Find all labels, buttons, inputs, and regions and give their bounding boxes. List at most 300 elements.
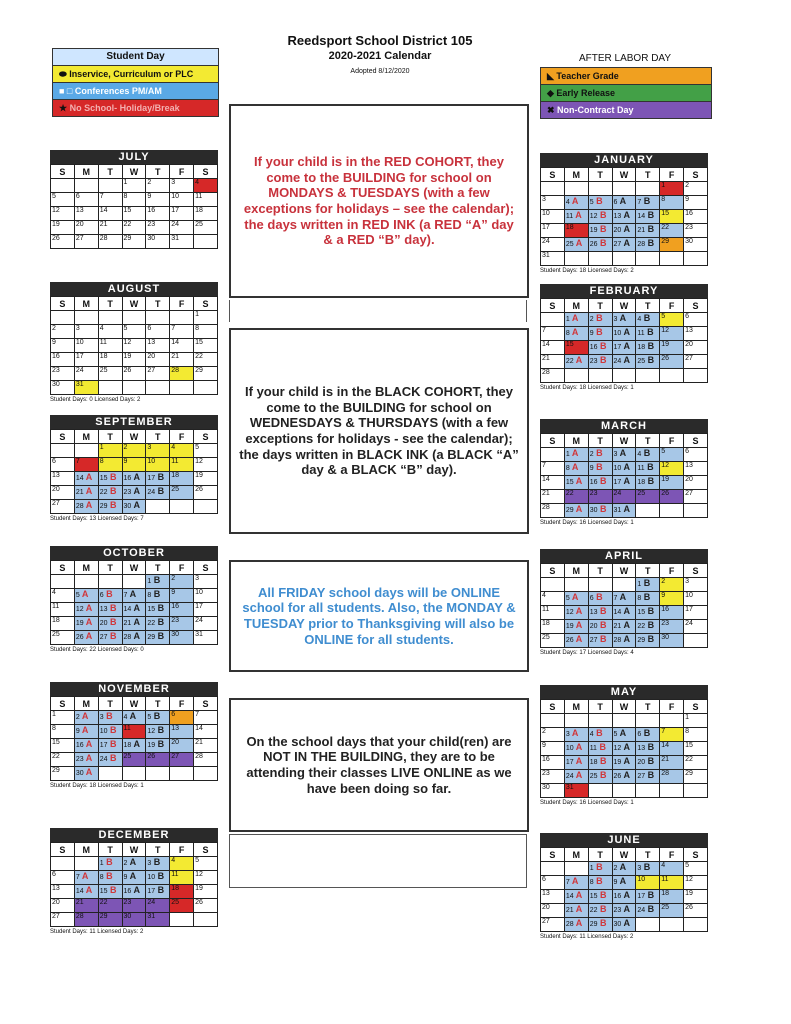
day-cell — [74, 857, 98, 871]
weekday-header: F — [660, 434, 684, 448]
day-cell: 20 B — [636, 756, 660, 770]
cohort-mark: B — [593, 876, 603, 886]
week-row — [541, 634, 708, 648]
week-row — [541, 313, 708, 327]
day-cell: 15 B — [588, 890, 612, 904]
cohort-mark: A — [621, 355, 630, 365]
weekday-header: T — [146, 430, 170, 444]
day-cell: 29 — [122, 235, 146, 249]
day-cell: 18 A — [122, 739, 146, 753]
day-cell: 30 B — [588, 504, 612, 518]
day-cell: 22 — [194, 353, 218, 367]
day-cell: 20 A — [612, 224, 636, 238]
day-cell: 14 A — [122, 603, 146, 617]
cohort-mark: A — [621, 238, 630, 248]
day-cell: 28 — [541, 504, 565, 518]
weekday-header: M — [74, 843, 98, 857]
weekday-header: S — [194, 430, 218, 444]
cohort-mark: B — [107, 617, 117, 627]
day-cell: 23 A — [612, 904, 636, 918]
day-cell: 13 — [170, 725, 194, 739]
day-cell: 26 — [194, 899, 218, 913]
friday-online-box: All FRIDAY school days will be ONLINE school for all students. Also, the MONDAY & TUESDAY prior to Thanksgiving will also be ONLINE for all students. — [229, 560, 529, 672]
weekday-header: T — [636, 564, 660, 578]
day-cell: 21 A — [612, 620, 636, 634]
day-cell: 3 — [74, 325, 98, 339]
day-cell: 16 A — [122, 472, 146, 486]
day-cell: 4 B — [636, 313, 660, 327]
day-cell: 19 — [660, 476, 684, 490]
cohort-mark: B — [645, 890, 655, 900]
cohort-mark: B — [645, 476, 655, 486]
red-cohort-box: If your child is in the RED COHORT, they come to the BUILDING for school on MONDAYS & TUESDAYS (with a few exceptions for holidays – see the calendar); the days written in RED INK (a RED “A” day & a RED “B” day). — [229, 104, 529, 298]
day-cell: 13 — [684, 327, 708, 341]
cohort-mark: A — [79, 711, 89, 721]
weekday-header: T — [636, 700, 660, 714]
month-name: FEBRUARY — [540, 284, 708, 298]
day-cell: 10 A — [612, 462, 636, 476]
week-row — [51, 575, 218, 589]
cohort-mark: B — [644, 327, 654, 337]
day-cell: 14 — [170, 339, 194, 353]
day-cell: 15 — [122, 207, 146, 221]
weekday-header: F — [170, 430, 194, 444]
day-cell: 28 — [170, 367, 194, 381]
day-cell: 15 — [51, 739, 75, 753]
day-cell — [612, 714, 636, 728]
day-cell — [170, 767, 194, 781]
day-cell: 29 — [660, 238, 684, 252]
week-row — [51, 899, 218, 913]
day-cell: 6 B — [588, 592, 612, 606]
month-stats: Student Days: 16 Licensed Days: 1 — [540, 520, 634, 526]
cohort-mark: B — [597, 756, 607, 766]
triangle-icon: ◣ — [547, 71, 557, 81]
day-cell — [588, 252, 612, 266]
cohort-mark: A — [573, 634, 583, 644]
day-cell: 24 — [170, 221, 194, 235]
day-cell: 28 A — [74, 500, 98, 514]
cohort-mark: B — [151, 589, 161, 599]
day-cell — [194, 235, 218, 249]
day-cell: 16 B — [588, 341, 612, 355]
day-cell: 8 — [122, 193, 146, 207]
day-cell: 15 B — [98, 885, 122, 899]
day-cell: 28 — [660, 770, 684, 784]
day-cell: 10 — [146, 458, 170, 472]
day-cell: 29 — [684, 770, 708, 784]
day-cell: 15 — [564, 341, 588, 355]
day-cell: 28 B — [636, 238, 660, 252]
weekday-header: T — [98, 697, 122, 711]
month-name: OCTOBER — [50, 546, 218, 560]
day-cell: 2 B — [588, 313, 612, 327]
week-row — [541, 606, 708, 620]
cohort-mark: A — [83, 753, 93, 763]
day-cell: 10 A — [564, 742, 588, 756]
cohort-mark: B — [155, 739, 165, 749]
cohort-mark: B — [645, 756, 655, 766]
day-cell: 28 — [541, 369, 565, 383]
cohort-mark: A — [573, 904, 583, 914]
week-row — [51, 603, 218, 617]
day-cell: 2 A — [74, 711, 98, 725]
cohort-mark: B — [641, 196, 651, 206]
cohort-mark: B — [597, 476, 607, 486]
day-cell: 17 A — [564, 756, 588, 770]
cohort-mark: A — [131, 631, 140, 641]
month-name: JUNE — [540, 833, 708, 847]
weekday-header: S — [51, 561, 75, 575]
day-cell: 3 B — [146, 857, 170, 871]
weekday-header: T — [98, 297, 122, 311]
day-cell — [564, 714, 588, 728]
day-cell: 27 — [51, 913, 75, 927]
day-cell: 25 — [541, 634, 565, 648]
day-cell: 18 B — [636, 341, 660, 355]
day-cell: 30 — [146, 235, 170, 249]
cohort-mark: A — [617, 862, 627, 872]
day-cell — [684, 784, 708, 798]
month-calendar — [50, 546, 218, 653]
day-cell — [660, 252, 684, 266]
cohort-mark: B — [155, 631, 165, 641]
day-cell: 12 — [660, 327, 684, 341]
cohort-mark: A — [573, 756, 583, 766]
day-cell: 21 A — [122, 617, 146, 631]
day-cell — [122, 311, 146, 325]
day-cell: 11 B — [636, 462, 660, 476]
cohort-mark: A — [621, 462, 630, 472]
day-cell — [98, 575, 122, 589]
day-cell: 30 A — [74, 767, 98, 781]
day-cell — [660, 784, 684, 798]
day-cell — [612, 252, 636, 266]
cohort-mark: A — [617, 592, 627, 602]
week-row — [541, 210, 708, 224]
month-stats: Student Days: 18 Licensed Days: 1 — [50, 783, 144, 789]
day-cell: 20 B — [588, 620, 612, 634]
day-cell: 3 — [194, 575, 218, 589]
week-row — [541, 504, 708, 518]
day-cell: 4 — [194, 179, 218, 193]
day-cell: 2 A — [122, 857, 146, 871]
day-cell: 6 — [170, 711, 194, 725]
day-cell: 27 — [170, 753, 194, 767]
cohort-mark: B — [593, 592, 603, 602]
day-cell — [636, 369, 660, 383]
day-cell: 4 — [541, 592, 565, 606]
weekday-header: T — [636, 848, 660, 862]
day-cell: 17 B — [146, 472, 170, 486]
day-cell: 16 — [684, 210, 708, 224]
week-row — [51, 767, 218, 781]
weekday-header: W — [122, 697, 146, 711]
month-name: JULY — [50, 150, 218, 164]
day-cell: 16 — [51, 353, 75, 367]
day-cell: 16 A — [612, 890, 636, 904]
day-cell: 3 — [541, 196, 565, 210]
day-cell: 30 — [541, 784, 565, 798]
day-cell — [612, 784, 636, 798]
day-cell: 29 — [51, 767, 75, 781]
day-cell: 4 A — [564, 196, 588, 210]
day-cell: 26 — [660, 355, 684, 369]
day-cell: 2 — [660, 578, 684, 592]
day-cell: 29 B — [98, 500, 122, 514]
cohort-mark: B — [103, 871, 113, 881]
month-calendar — [50, 415, 218, 522]
day-cell: 9 — [684, 196, 708, 210]
day-cell: 24 — [541, 238, 565, 252]
cohort-mark: B — [155, 871, 165, 881]
weekday-header: M — [564, 168, 588, 182]
legend-inservice: ⬬ Inservice, Curriculum or PLC — [53, 66, 218, 83]
day-cell: 14 A — [74, 472, 98, 486]
day-cell: 24 A — [564, 770, 588, 784]
cohort-mark: A — [83, 500, 93, 510]
cohort-mark: B — [645, 770, 655, 780]
cohort-mark: A — [573, 606, 583, 616]
day-cell: 10 — [74, 339, 98, 353]
cohort-mark: A — [573, 504, 583, 514]
day-cell: 20 — [684, 341, 708, 355]
day-cell: 9 — [660, 592, 684, 606]
day-cell: 1 B — [98, 857, 122, 871]
day-cell: 14 A — [612, 606, 636, 620]
day-cell: 28 A — [612, 634, 636, 648]
weekday-header: M — [74, 297, 98, 311]
cohort-mark: B — [597, 620, 607, 630]
day-cell: 26 B — [588, 238, 612, 252]
day-cell: 27 — [541, 918, 565, 932]
month-stats: Student Days: 0 Licensed Days: 2 — [50, 397, 141, 403]
day-cell: 3 A — [612, 448, 636, 462]
cohort-mark: B — [645, 620, 655, 630]
cohort-mark: B — [107, 500, 117, 510]
weekday-header: T — [636, 168, 660, 182]
day-cell: 12 — [194, 871, 218, 885]
day-cell: 7 — [660, 728, 684, 742]
day-cell: 11 — [541, 606, 565, 620]
week-row — [51, 353, 218, 367]
cohort-mark: B — [597, 770, 607, 780]
cohort-mark: A — [621, 620, 630, 630]
cohort-mark: B — [151, 711, 161, 721]
day-cell — [51, 444, 75, 458]
day-cell: 14 — [98, 207, 122, 221]
day-cell: 17 B — [98, 739, 122, 753]
day-cell: 6 B — [636, 728, 660, 742]
day-cell — [636, 714, 660, 728]
day-cell: 22 — [98, 899, 122, 913]
day-cell: 9 — [146, 193, 170, 207]
day-cell: 11 — [170, 871, 194, 885]
day-cell — [51, 857, 75, 871]
square-icon: ■ □ — [59, 86, 75, 96]
weekday-header: M — [564, 564, 588, 578]
day-cell — [51, 575, 75, 589]
day-cell — [74, 311, 98, 325]
cohort-mark: A — [569, 313, 579, 323]
month-stats: Student Days: 17 Licensed Days: 4 — [540, 650, 634, 656]
day-cell — [194, 767, 218, 781]
day-cell — [541, 714, 565, 728]
day-cell: 27 — [684, 355, 708, 369]
cohort-mark: B — [641, 592, 651, 602]
day-cell: 26 — [684, 904, 708, 918]
day-cell: 1 A — [564, 448, 588, 462]
day-cell: 11 — [98, 339, 122, 353]
day-cell: 1 B — [636, 578, 660, 592]
day-cell: 21 B — [636, 224, 660, 238]
weekday-header: S — [684, 848, 708, 862]
diamond-icon: ◆ — [547, 88, 557, 98]
day-cell: 31 A — [612, 504, 636, 518]
star-icon: ★ — [59, 103, 70, 113]
day-cell: 21 — [170, 353, 194, 367]
day-cell: 19 — [51, 221, 75, 235]
cohort-mark: B — [103, 589, 113, 599]
day-cell: 23 B — [588, 355, 612, 369]
cohort-mark: B — [645, 341, 655, 351]
day-cell: 20 — [74, 221, 98, 235]
day-cell: 10 — [194, 589, 218, 603]
day-cell: 16 — [660, 606, 684, 620]
day-cell: 1 — [98, 444, 122, 458]
day-cell: 6 — [684, 448, 708, 462]
weekday-header: F — [660, 299, 684, 313]
day-cell — [636, 918, 660, 932]
day-cell: 23 A — [122, 486, 146, 500]
day-cell: 16 B — [588, 476, 612, 490]
legend-early-release: ◆ Early Release — [541, 85, 711, 102]
day-cell: 10 — [170, 193, 194, 207]
day-cell — [146, 500, 170, 514]
day-cell: 13 — [51, 472, 75, 486]
cohort-mark: A — [573, 918, 583, 928]
cohort-mark: B — [107, 631, 117, 641]
cohort-mark: A — [569, 448, 579, 458]
week-row — [541, 476, 708, 490]
cohort-mark: A — [569, 728, 579, 738]
day-cell: 16 — [170, 603, 194, 617]
cohort-mark: A — [131, 617, 140, 627]
weekday-header: S — [541, 848, 565, 862]
online-attendance-box: On the school days that your child(ren) are NOT IN THE BUILDING, they are to be attending their classes LIVE ONLINE as we have been doing so far. — [229, 698, 529, 832]
day-cell: 23 — [146, 221, 170, 235]
week-row — [541, 918, 708, 932]
week-row — [541, 355, 708, 369]
day-cell — [684, 369, 708, 383]
day-cell: 26 — [194, 486, 218, 500]
day-cell: 30 — [51, 381, 75, 395]
day-cell: 25 — [122, 753, 146, 767]
weekday-header: T — [146, 697, 170, 711]
cohort-mark: B — [155, 486, 165, 496]
day-cell: 8 — [98, 458, 122, 472]
day-cell: 25 — [660, 904, 684, 918]
legend-right-title: AFTER LABOR DAY — [578, 53, 672, 64]
day-cell: 9 A — [122, 871, 146, 885]
cohort-mark: A — [131, 472, 140, 482]
day-cell: 18 — [541, 620, 565, 634]
day-cell: 13 B — [636, 742, 660, 756]
legend-teacher-grade: ◣ Teacher Grade — [541, 68, 711, 85]
cohort-mark: B — [593, 448, 603, 458]
cohort-mark: A — [79, 589, 89, 599]
week-row — [51, 458, 218, 472]
day-cell: 27 B — [636, 770, 660, 784]
day-cell: 18 — [51, 617, 75, 631]
month-name: NOVEMBER — [50, 682, 218, 696]
day-cell — [122, 381, 146, 395]
day-cell: 19 B — [146, 739, 170, 753]
day-cell: 5 — [660, 448, 684, 462]
day-cell: 14 B — [636, 210, 660, 224]
weekday-header: W — [122, 297, 146, 311]
week-row — [541, 448, 708, 462]
cohort-mark: B — [107, 739, 117, 749]
weekday-header: S — [194, 165, 218, 179]
day-cell: 8 A — [564, 462, 588, 476]
cohort-mark: B — [593, 462, 603, 472]
week-row — [51, 885, 218, 899]
cohort-mark: A — [617, 728, 627, 738]
day-cell — [541, 182, 565, 196]
week-row — [51, 235, 218, 249]
day-cell: 31 — [146, 913, 170, 927]
day-cell — [636, 182, 660, 196]
day-cell: 1 B — [588, 862, 612, 876]
day-cell: 6 — [684, 313, 708, 327]
day-cell — [588, 714, 612, 728]
legend-no-school: ★ No School- Holiday/Break — [53, 100, 218, 116]
weekday-header: S — [541, 299, 565, 313]
day-cell — [660, 369, 684, 383]
day-cell: 11 B — [588, 742, 612, 756]
day-cell: 26 — [122, 367, 146, 381]
day-cell: 5 B — [146, 711, 170, 725]
day-cell: 12 A — [564, 606, 588, 620]
day-cell: 2 — [684, 182, 708, 196]
day-cell: 25 — [194, 221, 218, 235]
cohort-mark: B — [645, 634, 655, 644]
adopted-date: Adopted 8/12/2020 — [350, 68, 410, 75]
day-cell: 14 — [541, 341, 565, 355]
day-cell — [98, 311, 122, 325]
day-cell: 12 — [122, 339, 146, 353]
month-name: JANUARY — [540, 153, 708, 167]
weekday-header: F — [170, 297, 194, 311]
day-cell: 15 B — [146, 603, 170, 617]
day-cell: 10 — [636, 876, 660, 890]
day-cell: 21 A — [74, 486, 98, 500]
weekday-header: T — [98, 843, 122, 857]
day-cell: 21 — [74, 899, 98, 913]
day-cell: 21 — [194, 739, 218, 753]
cohort-mark: A — [573, 238, 583, 248]
day-cell: 21 — [541, 490, 565, 504]
week-row — [541, 369, 708, 383]
month-name: MARCH — [540, 419, 708, 433]
cohort-mark: A — [83, 486, 93, 496]
day-cell: 20 — [146, 353, 170, 367]
day-cell: 3 — [684, 578, 708, 592]
cohort-mark: A — [83, 767, 93, 777]
day-cell — [684, 918, 708, 932]
day-cell — [170, 500, 194, 514]
